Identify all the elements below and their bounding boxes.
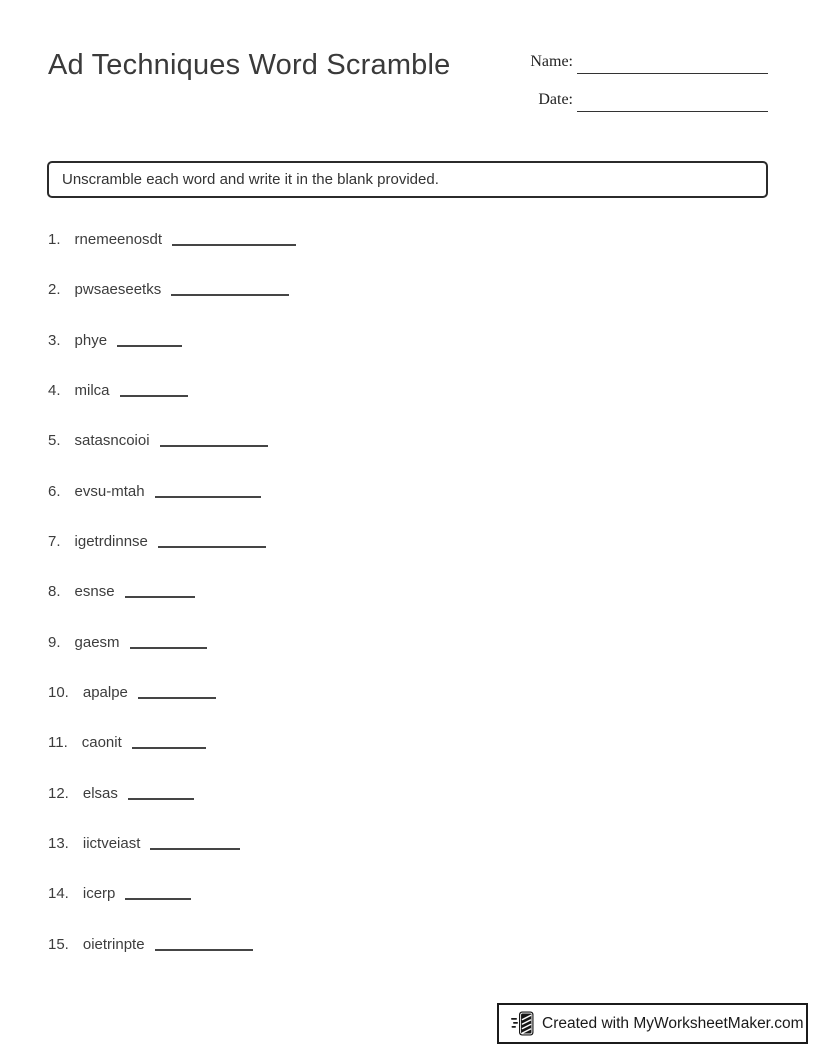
item-number: 10. [48,684,69,702]
scramble-item [48,377,296,427]
item-number: 3. [48,331,61,349]
item-number: 15. [48,935,69,953]
answer-blank [158,530,266,548]
scramble-item [48,729,296,779]
date-write-line [577,87,768,112]
scrambled-word: gaesm [74,633,120,651]
scramble-item [48,931,296,981]
answer-blank [171,278,289,296]
date-label: Date: [538,91,573,108]
scrambled-word: satasncoioi [74,432,150,450]
scrambled-word: caonit [81,734,122,752]
answer-blank [117,329,182,347]
name-write-line [577,49,768,74]
scrambled-word: igetrdinnse [74,533,148,551]
scrambled-word: icerp [82,885,116,903]
item-number: 13. [48,835,69,853]
item-number: 11. [48,734,68,752]
answer-blank [150,832,240,850]
answer-blank [120,379,188,397]
answer-blank [125,882,191,900]
page-title: Ad Techniques Word Scramble [48,49,451,81]
scrambled-word: pwsaeseetks [74,281,162,299]
scramble-item [48,830,296,880]
item-number: 9. [48,633,61,651]
footer-credit-text: Created with MyWorksheetMaker.com [542,1014,804,1032]
answer-blank [128,782,194,800]
name-date-block [510,50,768,112]
item-number: 12. [48,784,69,802]
scrambled-word: apalpe [82,684,128,702]
scramble-item [48,679,296,729]
item-number: 5. [48,432,61,450]
instruction-box [47,161,768,198]
item-number: 2. [48,281,61,299]
scramble-item [48,427,296,477]
date-row [510,88,768,112]
footer-credit-box [497,1003,808,1044]
scramble-item [48,276,296,326]
scramble-item [48,780,296,830]
item-number: 1. [48,231,61,248]
answer-blank [132,731,206,749]
scrambled-word: elsas [82,784,118,802]
answer-blank [130,631,207,649]
answer-blank [138,681,216,699]
scramble-item [48,528,296,578]
item-number: 4. [48,382,61,400]
answer-blank [172,228,296,246]
scramble-item [48,880,296,930]
scrambled-word: milca [74,382,110,400]
instruction-text: Unscramble each word and write it in the blank provided. [62,171,439,188]
scramble-list [48,226,296,981]
scrambled-word: iictveiast [82,835,141,853]
scramble-item [48,578,296,628]
name-label: Name: [530,53,573,70]
item-number: 7. [48,533,61,551]
scramble-item [48,478,296,528]
scrambled-word: phye [74,331,108,349]
scramble-item [48,629,296,679]
scramble-item [48,327,296,377]
answer-blank [125,580,195,598]
name-row [510,50,768,74]
scrambled-word: esnse [74,583,115,601]
worksheet-maker-logo-icon [511,1010,535,1037]
item-number: 6. [48,482,61,500]
item-number: 8. [48,583,61,601]
scramble-item [48,226,296,276]
answer-blank [155,480,261,498]
answer-blank [160,429,268,447]
answer-blank [155,933,253,951]
scrambled-word: rnemeenosdt [74,231,163,248]
item-number: 14. [48,885,69,903]
scrambled-word: evsu-mtah [74,482,145,500]
scrambled-word: oietrinpte [82,935,145,953]
